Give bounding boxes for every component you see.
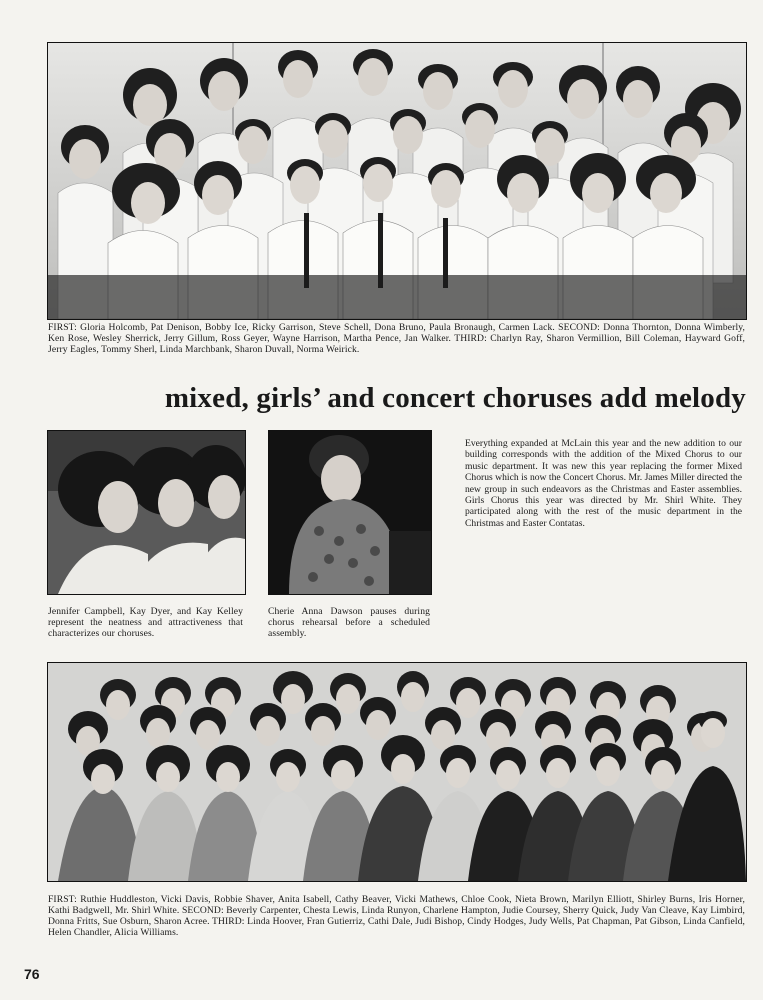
cherie-dawson-photo-graphic xyxy=(269,431,431,594)
mixed-chorus-group-photo xyxy=(47,42,747,320)
three-girls-photo-graphic xyxy=(48,431,245,594)
page-headline: mixed, girls’ and concert choruses add melody xyxy=(164,382,746,414)
girls-chorus-caption: FIRST: Ruthie Huddleston, Vicki Davis, Robbie Shaver, Anita Isabell, Cathy Beaver, Vicki Mathews, Chloe Cook, Nieta Brown, Marilyn Elliott, Shirley Burns, Iris Horner, Kathi Badgwell, Mr. Shirl White. SECOND: Beverly Carpenter, Chesta Lewis, Linda Runyon, Charlene Hampton, Judie Coursey, Sherry Quick, Judy Van Cleave, Kay Limbird, Donna Fritts, Sue Osburn, Sharon Acree. THIRD: Linda Hoover, Fran Gutierriz, Cathi Dale, Judi Bishop, Cindy Hodges, Judy Wells, Pat Chapman, Pat Gibson, Linda Canfield, Helen Chandler, Alicia Williams. xyxy=(48,894,745,938)
mixed-chorus-photo-graphic xyxy=(48,43,746,319)
mixed-chorus-caption: FIRST: Gloria Holcomb, Pat Denison, Bobby Ice, Ricky Garrison, Steve Schell, Dona Bruno, Paula Bronaugh, Carmen Lack. SECOND: Donna Thornton, Donna Wimberly, Ken Rose, Wesley Sherrick, Jerry Gillum, Ross Geyer, Wayne Harrison, Martha Pence, Jan Walker. THIRD: Charlyn Ray, Sharon Vermillion, Bill Coleman, Hayward Goff, Jerry Eagles, Tommy Sherl, Linda Marchbank, Sharon Duvall, Norma Weirick. xyxy=(48,322,745,355)
girls-chorus-photo-graphic xyxy=(48,663,746,881)
page-number: 76 xyxy=(24,966,40,982)
cherie-dawson-caption: Cherie Anna Dawson pauses during chorus rehearsal before a scheduled assembly. xyxy=(268,606,430,639)
cherie-dawson-candid-photo xyxy=(268,430,432,595)
three-girls-candid-photo xyxy=(47,430,246,595)
three-girls-caption: Jennifer Campbell, Kay Dyer, and Kay Kelley represent the neatness and attractiveness that characterizes our choruses. xyxy=(48,606,243,639)
girls-chorus-group-photo xyxy=(47,662,747,882)
article-body-text: Everything expanded at McLain this year and the new addition to our building corresponds with the addition of the Mixed Chorus to our music department. It was new this year replacing the former Mixed Chorus which is now the Concert Chorus. Mr. James Miller directed the new group in such endeavors as the Christmas and Easter assemblies. Girls Chorus this year was directed by Mr. Shirl White. They participated along with the rest of the music department in the Christmas and Easter Contatas. xyxy=(465,438,742,529)
